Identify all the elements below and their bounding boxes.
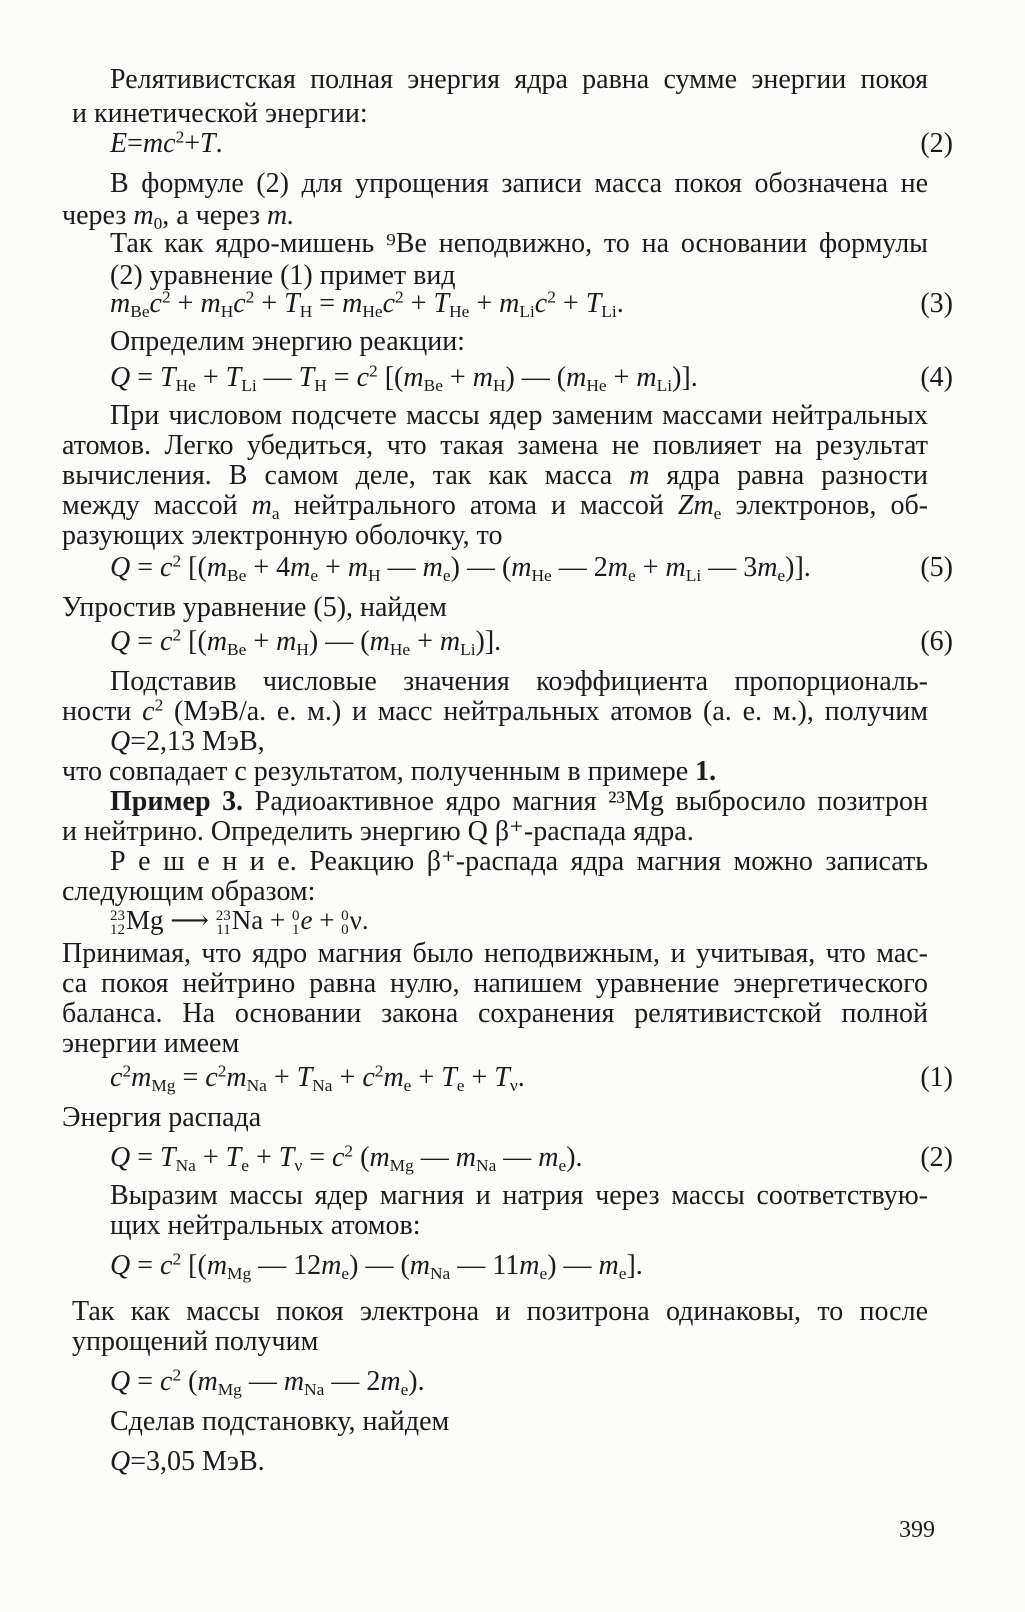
nuclear-reaction: 23 12 Mg ⟶ 23 11 Na + 0 1 e + 0 0 ν.	[110, 905, 369, 938]
text-line: Упростив уравнение (5), найдем	[62, 592, 447, 623]
text-line: Подставив числовые значения коэффициента пропорциональ-	[110, 666, 928, 697]
text-line: атомов. Легко убедиться, что такая замена не повлияет на результат	[62, 430, 928, 461]
text-line: баланса. На основании закона сохранения релятивистской полной	[62, 998, 928, 1029]
text-line: упрощений получим	[72, 1326, 319, 1357]
text-paragraph: Так как ядро-мишень ⁹Be неподвижно, то на основании формулы (2) уравнение (1) примет вид	[110, 228, 928, 291]
text-line: следующим образом:	[62, 876, 316, 907]
equation-number: (3)	[920, 288, 953, 319]
text-line: Выразим массы ядер магния и натрия через массы соответствую-	[110, 1180, 928, 1211]
equation-number: (2)	[920, 1142, 953, 1173]
text-line: В формуле (2) для упрощения записи масса покоя обозначена не	[110, 168, 928, 199]
formula-5: $Q = c^2$ [($m_{Be} + 4m_e + m_H$ — $m_e$) — ($m_{He}$ — $2m_e + m_{Li}$ — $3m_e$)].	[110, 551, 811, 586]
text-line: Сделав подстановку, найдем	[110, 1406, 450, 1437]
text-line: через $m_0$, а через m.	[62, 200, 295, 234]
equation-number: (2)	[920, 128, 953, 159]
text-line: что совпадает с результатом, полученным в примере 1.	[62, 756, 717, 787]
formula-4: $Q = T_{He} + T_{Li}$ — $T_H = c^2$ [$(m_{Be} + m_H)$ — $(m_{He} + m_{Li})$].	[110, 361, 698, 396]
equation-number: (4)	[920, 362, 953, 393]
formula-simplified: $Q = c^2$ ($m_{Mg}$ — $m_{Na}$ — $2m_e$).	[110, 1365, 425, 1400]
solution-line: Р е ш е н и е. Реакцию β⁺-распада ядра магния можно записать	[110, 846, 928, 877]
formula-substitution: $Q = c^2$ [($m_{Mg}$ — $12m_e$) — ($m_{Na}$ — $11m_e$) — $m_e$].	[110, 1249, 643, 1284]
text-line: са покоя нейтрино равна нулю, напишем уравнение энергетического	[62, 968, 928, 999]
text-line: Так как массы покоя электрона и позитрона одинаковы, то после	[72, 1296, 928, 1327]
formula-2-mg: $Q = T_{Na} + T_e + T_\nu = c^2$ ($m_{Mg}$ — $m_{Na}$ — $m_e$).	[110, 1141, 583, 1176]
text-line: щих нейтральных атомов:	[110, 1210, 421, 1241]
text-line: При числовом подсчете массы ядер заменим массами нейтральных	[110, 400, 928, 431]
text-line: энергии имеем	[62, 1028, 240, 1059]
formula-6: $Q = c^2$ [$(m_{Be} + m_H)$ — $(m_{He} + m_{Li})$].	[110, 625, 502, 660]
text-line: Определим энергию реакции:	[110, 326, 465, 357]
text-line: вычисления. В самом деле, так как масса m ядра равна разности	[62, 460, 929, 491]
text-line: Энергия распада	[62, 1102, 262, 1133]
result-line: Q=2,13 МэВ,	[110, 726, 265, 757]
formula-3: $m_{Be}c^2 + m_Hc^2 + T_H = m_{He}c^2 + T_{He} + m_{Li}c^2 + T_{Li}$.	[110, 287, 624, 322]
equation-number: (1)	[920, 1062, 953, 1093]
text-line: Принимая, что ядро магния было неподвижным, и учитывая, что мас-	[62, 938, 928, 969]
formula-1-mg: $c^2m_{Mg} = c^2m_{Na} + T_{Na} + c^2m_e + T_e + T_\nu$.	[110, 1061, 525, 1096]
final-result: Q=3,05 МэВ.	[110, 1446, 265, 1477]
page-number: 399	[899, 1517, 935, 1543]
text-line: Релятивистская полная энергия ядра равна сумме энергии покоя	[110, 64, 928, 95]
equation-number: (5)	[920, 552, 953, 583]
equation-number: (6)	[920, 626, 953, 657]
text-line: и нейтрино. Определить энергию Q β⁺-распада ядра.	[62, 816, 694, 847]
text-line: и кинетической энергии:	[72, 98, 368, 129]
example-heading-line: Пример 3. Радиоактивное ядро магния ²³Mg выбросило позитрон	[110, 786, 929, 817]
formula-energy: $E=mc^2+T$.	[110, 127, 223, 159]
text-line: ности $c^2$ (МэВ/а. е. м.) и масс нейтральных атомов (а. е. м.), получим	[62, 695, 928, 727]
text-line: разующих электронную оболочку, то	[62, 520, 503, 551]
text-line: между массой $m_a$ нейтрального атома и массой $Zm_e$ электронов, об-	[62, 490, 929, 524]
